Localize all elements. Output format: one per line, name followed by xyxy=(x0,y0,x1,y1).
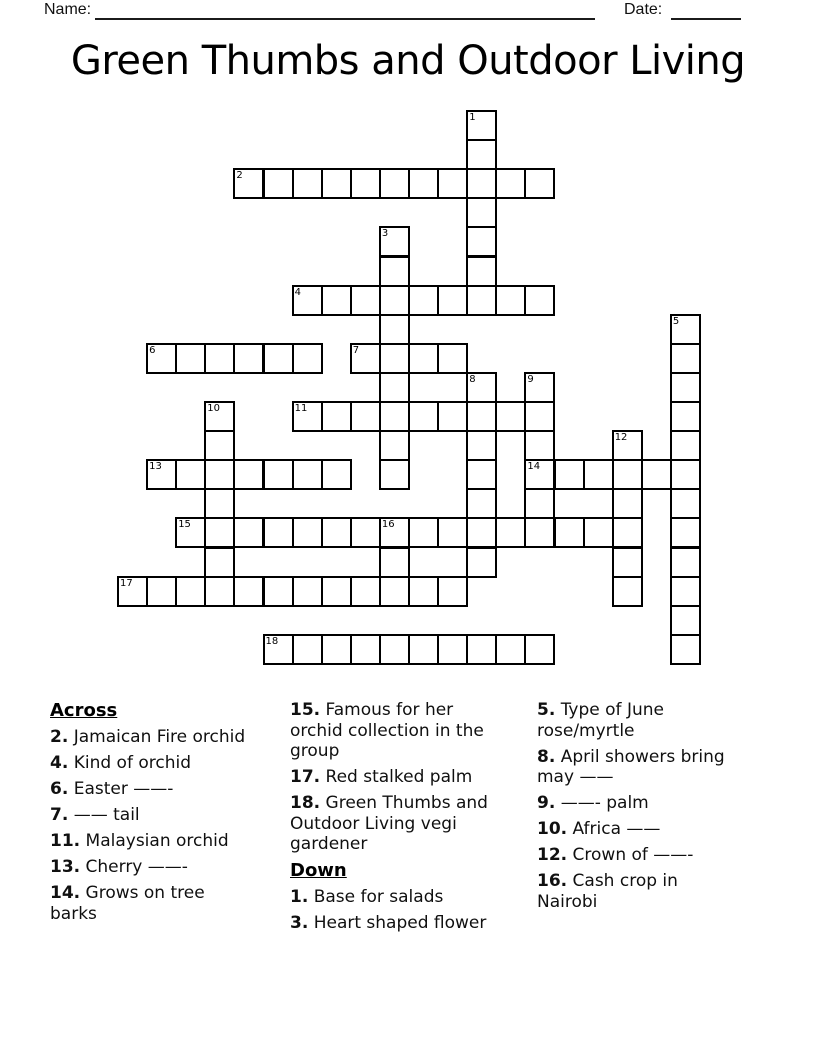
grid-cell[interactable] xyxy=(466,401,497,432)
grid-cell[interactable] xyxy=(466,488,497,519)
cell-number: 16 xyxy=(381,519,395,531)
clue-across-4 xyxy=(50,753,250,774)
clue-text: Grows on tree barks xyxy=(50,883,205,924)
clue-text: Cash crop in Nairobi xyxy=(537,871,678,912)
grid-cell[interactable] xyxy=(321,401,352,432)
cell-number: 12 xyxy=(614,432,628,444)
grid-cell[interactable] xyxy=(321,576,352,607)
grid-cell[interactable] xyxy=(204,547,235,578)
grid-cell[interactable] xyxy=(437,168,468,199)
grid-cell[interactable] xyxy=(292,459,323,490)
grid-cell[interactable] xyxy=(524,459,555,490)
cell-number: 5 xyxy=(672,315,680,327)
grid-cell[interactable] xyxy=(524,372,555,403)
date-input-line[interactable] xyxy=(671,0,741,20)
clue-across-18 xyxy=(290,793,490,855)
grid-cell[interactable] xyxy=(495,517,526,548)
grid-cell[interactable] xyxy=(292,517,323,548)
clue-text: Base for salads xyxy=(308,887,444,907)
grid-cell[interactable] xyxy=(612,517,643,548)
grid-cell[interactable] xyxy=(612,430,643,461)
cell-number: 10 xyxy=(207,403,221,414)
clue-number: 8. xyxy=(537,746,556,767)
clue-across-14 xyxy=(50,883,250,924)
grid-cell[interactable] xyxy=(670,459,701,490)
cell-number: 8 xyxy=(469,373,476,385)
clue-number: 13. xyxy=(50,857,81,877)
grid-cell[interactable] xyxy=(524,285,555,316)
cell-number: 14 xyxy=(527,461,541,473)
grid-cell[interactable] xyxy=(379,168,410,199)
clue-number: 7. xyxy=(50,805,69,825)
cell-number: 2 xyxy=(236,170,243,182)
grid-cell[interactable] xyxy=(350,168,381,199)
grid-cell[interactable] xyxy=(466,168,497,199)
grid-cell[interactable] xyxy=(670,343,701,374)
clue-across-15 xyxy=(290,700,490,762)
clue-text: April showers bring may —— xyxy=(537,746,725,787)
clue-across-17 xyxy=(290,767,490,788)
cell-number: 6 xyxy=(149,344,156,356)
grid-cell[interactable] xyxy=(437,343,468,374)
grid-cell[interactable] xyxy=(524,517,555,548)
grid-cell[interactable] xyxy=(292,401,323,432)
clue-number: 1. xyxy=(290,887,309,907)
grid-cell[interactable] xyxy=(583,459,614,490)
grid-cell[interactable] xyxy=(524,401,555,432)
clue-text: Malaysian orchid xyxy=(80,831,229,851)
cell-number: 3 xyxy=(381,228,389,240)
grid-cell[interactable] xyxy=(466,197,497,228)
clue-column-1 xyxy=(50,700,250,930)
grid-cell[interactable] xyxy=(350,517,381,548)
grid-cell[interactable] xyxy=(524,168,555,199)
grid-cell[interactable] xyxy=(204,430,235,461)
clue-number: 12. xyxy=(537,845,568,865)
grid-cell[interactable] xyxy=(292,576,323,607)
grid-cell[interactable] xyxy=(379,372,410,403)
grid-cell[interactable] xyxy=(379,285,410,316)
grid-cell[interactable] xyxy=(495,401,526,432)
clue-number: 4. xyxy=(50,753,69,773)
clue-text: Crown of ——- xyxy=(567,845,694,865)
clue-down-3 xyxy=(290,913,490,934)
grid-cell[interactable] xyxy=(350,343,381,374)
name-label: Name: xyxy=(44,1,92,18)
grid-cell[interactable] xyxy=(204,459,235,490)
grid-cell[interactable] xyxy=(146,576,177,607)
grid-cell[interactable] xyxy=(292,634,323,665)
grid-cell[interactable] xyxy=(350,634,381,665)
grid-cell[interactable] xyxy=(670,576,701,607)
cell-number: 11 xyxy=(294,403,308,414)
clue-text: Red stalked palm xyxy=(320,767,473,787)
clue-down-8 xyxy=(537,747,727,788)
grid-cell[interactable] xyxy=(408,168,439,199)
grid-cell[interactable] xyxy=(233,343,264,374)
grid-cell[interactable] xyxy=(379,517,410,548)
grid-cell[interactable] xyxy=(204,517,235,548)
date-label: Date: xyxy=(624,1,663,18)
page-title: Green Thumbs and Outdoor Living xyxy=(70,38,746,84)
grid-cell[interactable] xyxy=(204,576,235,607)
cell-number: 15 xyxy=(178,519,191,531)
clue-number: 2. xyxy=(50,727,69,747)
grid-cell[interactable] xyxy=(292,285,323,316)
grid-cell[interactable] xyxy=(233,168,264,199)
grid-cell[interactable] xyxy=(437,401,468,432)
grid-cell[interactable] xyxy=(233,517,264,548)
grid-cell[interactable] xyxy=(263,168,294,199)
cell-number: 9 xyxy=(527,373,534,385)
clue-number: 16. xyxy=(537,871,568,891)
grid-cell[interactable] xyxy=(233,576,264,607)
clue-number: 17. xyxy=(290,767,321,787)
grid-cell[interactable] xyxy=(670,517,701,548)
grid-cell[interactable] xyxy=(612,488,643,519)
clue-number: 15. xyxy=(290,700,321,720)
grid-cell[interactable] xyxy=(408,517,439,548)
grid-cell[interactable] xyxy=(612,547,643,578)
grid-cell[interactable] xyxy=(437,634,468,665)
grid-cell[interactable] xyxy=(583,517,614,548)
clue-across-13 xyxy=(50,857,250,878)
grid-cell[interactable] xyxy=(466,459,497,490)
cell-number: 4 xyxy=(294,286,301,298)
grid-cell[interactable] xyxy=(263,459,294,490)
grid-cell[interactable] xyxy=(263,343,294,374)
grid-cell[interactable] xyxy=(379,256,410,287)
grid-cell[interactable] xyxy=(292,343,323,374)
grid-cell[interactable] xyxy=(612,459,643,490)
grid-cell[interactable] xyxy=(670,605,701,636)
grid-cell[interactable] xyxy=(204,488,235,519)
clue-text: Famous for her orchid collection in the group xyxy=(290,700,484,761)
grid-cell[interactable] xyxy=(524,430,555,461)
cell-number: 13 xyxy=(149,461,162,473)
grid-cell[interactable] xyxy=(321,285,352,316)
grid-cell[interactable] xyxy=(350,401,381,432)
grid-cell[interactable] xyxy=(408,401,439,432)
grid-cell[interactable] xyxy=(146,459,177,490)
grid-cell[interactable] xyxy=(175,343,206,374)
grid-cell[interactable] xyxy=(670,372,701,403)
clue-across-11 xyxy=(50,831,250,852)
grid-cell[interactable] xyxy=(466,226,497,257)
clue-text: Cherry ——- xyxy=(80,857,188,877)
grid-cell[interactable] xyxy=(495,168,526,199)
grid-cell[interactable] xyxy=(495,634,526,665)
grid-cell[interactable] xyxy=(379,634,410,665)
clue-number: 3. xyxy=(290,913,309,933)
grid-cell[interactable] xyxy=(350,576,381,607)
clue-text: Easter ——- xyxy=(68,779,174,799)
grid-cell[interactable] xyxy=(379,576,410,607)
clue-down-10 xyxy=(537,819,727,840)
clue-text: Green Thumbs and Outdoor Living vegi gardener xyxy=(290,793,488,854)
grid-cell[interactable] xyxy=(379,430,410,461)
clue-down-9 xyxy=(537,793,727,814)
grid-cell[interactable] xyxy=(612,576,643,607)
clue-column-3 xyxy=(537,700,727,918)
grid-cell[interactable] xyxy=(292,168,323,199)
clue-number: 5. xyxy=(537,700,556,720)
grid-cell[interactable] xyxy=(466,256,497,287)
clue-number: 11. xyxy=(50,831,81,851)
clue-text: ——- palm xyxy=(555,793,649,813)
clue-down-1 xyxy=(290,887,490,908)
clue-across-7 xyxy=(50,805,250,826)
grid-cell[interactable] xyxy=(204,401,235,432)
grid-cell[interactable] xyxy=(466,547,497,578)
grid-cell[interactable] xyxy=(350,285,381,316)
grid-cell[interactable] xyxy=(670,314,701,345)
grid-cell[interactable] xyxy=(466,110,497,141)
grid-cell[interactable] xyxy=(379,314,410,345)
clue-down-16 xyxy=(537,871,727,912)
grid-cell[interactable] xyxy=(466,285,497,316)
grid-cell[interactable] xyxy=(408,343,439,374)
grid-cell[interactable] xyxy=(466,372,497,403)
clue-across-2 xyxy=(50,727,250,748)
grid-cell[interactable] xyxy=(379,401,410,432)
clue-number: 10. xyxy=(537,819,568,839)
grid-cell[interactable] xyxy=(466,430,497,461)
grid-cell[interactable] xyxy=(263,634,294,665)
grid-cell[interactable] xyxy=(641,459,672,490)
clue-down-5 xyxy=(537,700,727,741)
grid-cell[interactable] xyxy=(408,634,439,665)
grid-cell[interactable] xyxy=(379,343,410,374)
grid-cell[interactable] xyxy=(233,459,264,490)
grid-cell[interactable] xyxy=(379,547,410,578)
grid-cell[interactable] xyxy=(321,168,352,199)
grid-cell[interactable] xyxy=(670,547,701,578)
grid-cell[interactable] xyxy=(321,517,352,548)
grid-cell[interactable] xyxy=(437,285,468,316)
name-input-line[interactable] xyxy=(95,0,595,20)
clue-text: Type of June rose/myrtle xyxy=(537,700,664,741)
grid-cell[interactable] xyxy=(524,634,555,665)
cell-number: 7 xyxy=(352,344,360,356)
cell-number: 18 xyxy=(265,635,279,647)
grid-cell[interactable] xyxy=(408,576,439,607)
clue-number: 14. xyxy=(50,883,81,903)
grid-cell[interactable] xyxy=(146,343,177,374)
grid-cell[interactable] xyxy=(466,634,497,665)
grid-cell[interactable] xyxy=(321,634,352,665)
grid-cell[interactable] xyxy=(175,576,206,607)
clue-text: Africa —— xyxy=(567,819,661,839)
clue-column-2 xyxy=(290,700,490,939)
clue-number: 6. xyxy=(50,779,69,799)
grid-cell[interactable] xyxy=(554,517,585,548)
grid-cell[interactable] xyxy=(466,517,497,548)
grid-cell[interactable] xyxy=(524,488,555,519)
grid-cell[interactable] xyxy=(670,430,701,461)
clue-text: Kind of orchid xyxy=(68,753,191,773)
grid-cell[interactable] xyxy=(466,139,497,170)
grid-cell[interactable] xyxy=(263,517,294,548)
grid-cell[interactable] xyxy=(175,459,206,490)
grid-cell[interactable] xyxy=(437,576,468,607)
grid-cell[interactable] xyxy=(437,517,468,548)
clues-down-heading: Down xyxy=(290,860,347,881)
cell-number: 1 xyxy=(469,112,476,123)
grid-cell[interactable] xyxy=(670,401,701,432)
cell-number: 17 xyxy=(120,577,133,589)
grid-cell[interactable] xyxy=(495,285,526,316)
clue-across-6 xyxy=(50,779,250,800)
clue-down-12 xyxy=(537,845,727,866)
grid-cell[interactable] xyxy=(670,488,701,519)
clue-number: 9. xyxy=(537,793,556,813)
clues-across-heading: Across xyxy=(50,700,118,721)
grid-cell[interactable] xyxy=(670,634,701,665)
grid-cell[interactable] xyxy=(379,459,410,490)
grid-cell[interactable] xyxy=(117,576,148,607)
grid-cell[interactable] xyxy=(204,343,235,374)
clue-text: Heart shaped flower xyxy=(308,913,487,933)
clue-number: 18. xyxy=(290,793,321,813)
grid-cell[interactable] xyxy=(263,576,294,607)
clue-text: Jamaican Fire orchid xyxy=(68,727,246,747)
grid-cell[interactable] xyxy=(379,226,410,257)
grid-cell[interactable] xyxy=(321,459,352,490)
grid-cell[interactable] xyxy=(554,459,585,490)
grid-cell[interactable] xyxy=(408,285,439,316)
clue-text: —— tail xyxy=(68,805,140,825)
grid-cell[interactable] xyxy=(175,517,206,548)
